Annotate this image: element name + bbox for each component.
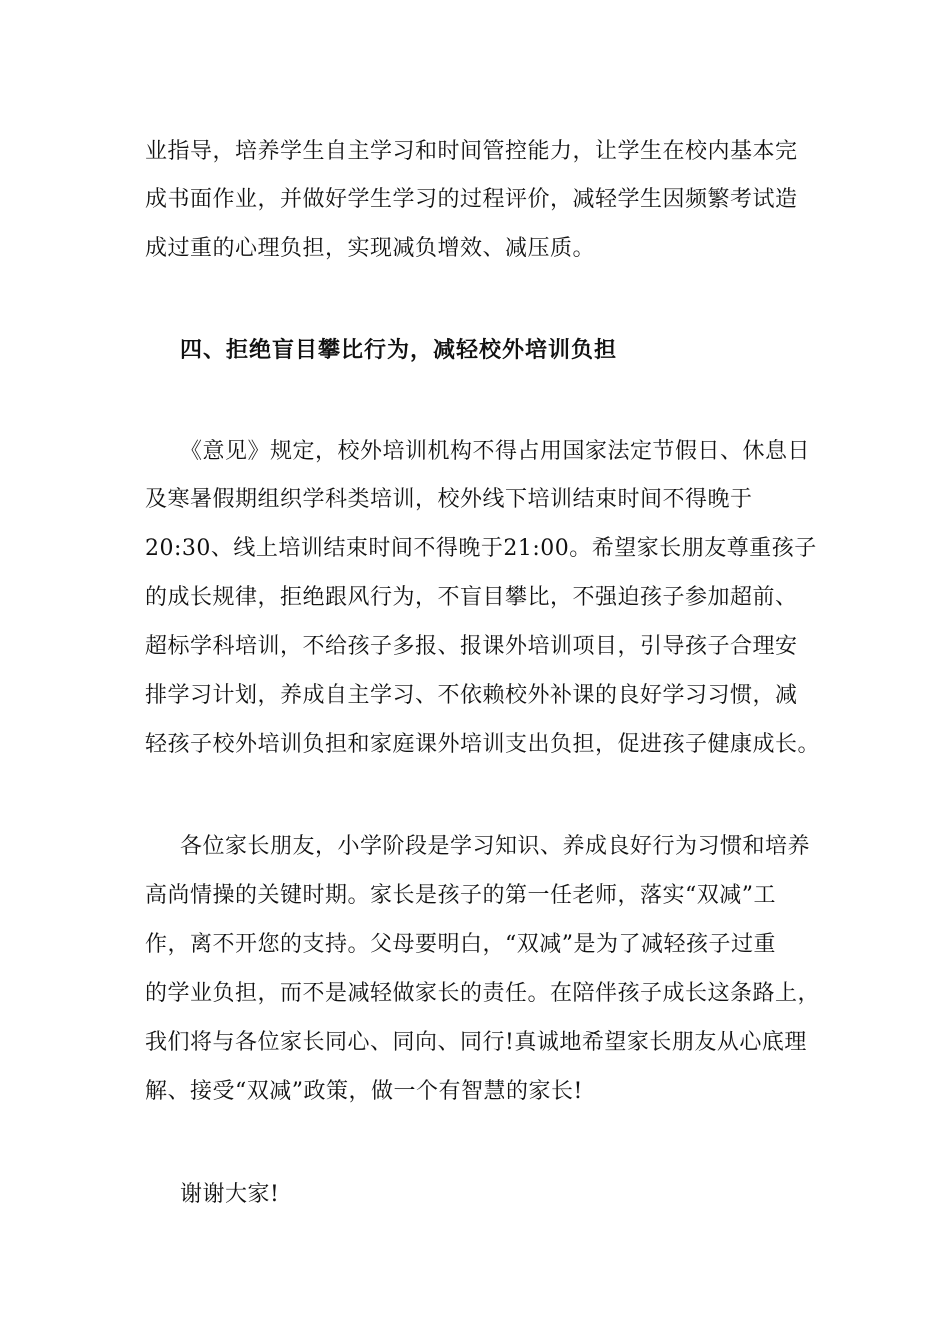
paragraph-line: 的成长规律，拒绝跟风行为，不盲目攀比，不强迫孩子参加超前、	[145, 585, 798, 610]
paragraph-line: 《意见》规定，校外培训机构不得占用国家法定节假日、休息日	[180, 439, 811, 464]
paragraph-line: 及寒暑假期组织学科类培训，校外线下培训结束时间不得晚于	[145, 487, 753, 512]
closing-line: 谢谢大家!	[180, 1182, 280, 1207]
paragraph-line: 排学习计划，养成自主学习、不依赖校外补课的良好学习习惯，减	[145, 683, 798, 708]
paragraph-line: 解、接受“双减”政策，做一个有智慧的家长!	[145, 1079, 583, 1104]
paragraph-line: 作，离不开您的支持。父母要明白，“双减”是为了减轻孩子过重	[145, 932, 776, 957]
paragraph-line: 的学业负担，而不是减轻做家长的责任。在陪伴孩子成长这条路上，	[145, 981, 821, 1006]
section-heading: 四、拒绝盲目攀比行为，减轻校外培训负担	[180, 337, 618, 363]
paragraph-line: 各位家长朋友，小学阶段是学习知识、养成良好行为习惯和培养	[180, 834, 811, 859]
paragraph-line: 20:30、线上培训结束时间不得晚于21:00。希望家长朋友尊重孩子	[145, 536, 817, 561]
paragraph-line: 成书面作业，并做好学生学习的过程评价，减轻学生因频繁考试造	[145, 187, 798, 212]
paragraph-line: 我们将与各位家长同心、同向、同行!真诚地希望家长朋友从心底理	[145, 1030, 807, 1055]
paragraph-line: 超标学科培训，不给孩子多报、报课外培训项目，引导孩子合理安	[145, 634, 798, 659]
paragraph-line: 业指导，培养学生自主学习和时间管控能力，让学生在校内基本完	[145, 139, 798, 164]
paragraph-line: 高尚情操的关键时期。家长是孩子的第一任老师，落实“双减”工	[145, 883, 776, 908]
paragraph-line: 轻孩子校外培训负担和家庭课外培训支出负担，促进孩子健康成长。	[145, 732, 821, 757]
paragraph-line: 成过重的心理负担，实现减负增效、减压质。	[145, 236, 596, 261]
